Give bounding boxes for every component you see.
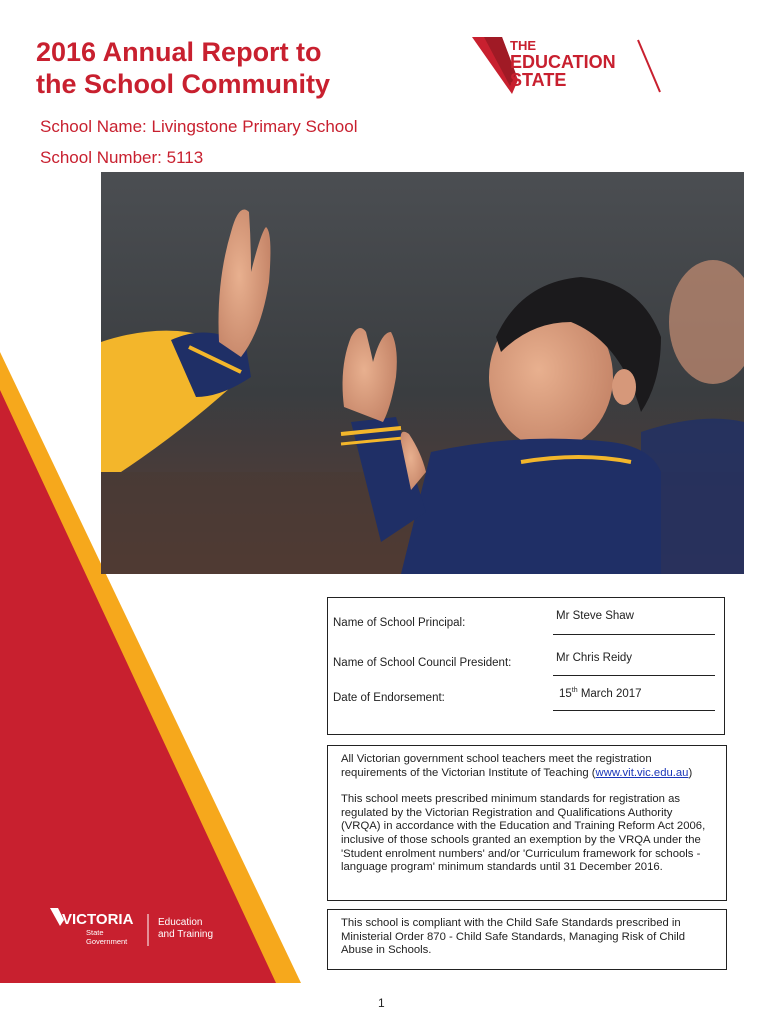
school-number: School Number: 5113 (40, 148, 204, 167)
title-line-2: the School Community (36, 69, 331, 99)
victoria-logo-training: and Training (158, 929, 214, 940)
date-suffix: th (571, 687, 578, 694)
endorsement-box (327, 597, 725, 735)
school-name: School Name: Livingstone Primary School (40, 117, 358, 136)
cover-photo (101, 172, 744, 574)
registration-statement-box (327, 745, 727, 901)
report-title (36, 36, 330, 100)
child-safe-text: This school is compliant with the Child Safe Standards prescribed in Ministerial Order 870 - Child Safe Standards, Managing Risk of Child Abuse in Schools. (341, 917, 686, 957)
registration-paragraph-1 (341, 753, 714, 780)
victoria-logo-text: VICTORIA (62, 911, 134, 928)
child-safe-statement-box (327, 909, 727, 970)
victoria-state-government-logo (48, 904, 228, 954)
council-president-line (553, 675, 715, 676)
endorsement-date-label: Date of Endorsement: (333, 692, 445, 704)
photo-children-high-five-icon (101, 172, 744, 574)
date-day: 15 (559, 687, 572, 700)
date-month-year: March 2017 (577, 687, 642, 700)
victoria-logo-education: Education (158, 917, 203, 928)
council-president-label: Name of School Council President: (333, 657, 512, 669)
registration-text: All Victorian government school teachers meet the registration requirements of the Victorian Institute of Teaching ( (341, 753, 652, 779)
victoria-logo-state: State (86, 928, 104, 937)
principal-label: Name of School Principal: (333, 617, 466, 629)
registration-paragraph-2: This school meets prescribed minimum standards for registration as regulated by the Victorian Registration and Qualifications Authority (VRQA) in accordance with the Education and Training Reform Act 2006, inclusive of those schools granted an exemption by the VRQA under the 'Student enrolment numbers' and/or 'Curriculum framework for schools - language program' minimum standards until 31 December 2016. (341, 793, 706, 874)
endorsement-date-line (553, 710, 715, 711)
endorsement-date-value (559, 687, 642, 700)
page-number: 1 (378, 996, 385, 1010)
logo-text-education: EDUCATION (510, 52, 616, 72)
principal-signature-line (553, 634, 715, 635)
council-president-value: Mr Chris Reidy (556, 652, 633, 664)
title-line-1: 2016 Annual Report to (36, 37, 322, 67)
principal-value: Mr Steve Shaw (556, 610, 634, 622)
logo-text-state: STATE (510, 70, 567, 90)
logo-text-the: THE (510, 38, 536, 53)
vit-website-link[interactable]: www.vit.vic.edu.au (595, 766, 689, 779)
education-state-logo (470, 34, 665, 96)
registration-text-end: ) (688, 766, 693, 779)
victoria-logo-government: Government (86, 937, 128, 946)
